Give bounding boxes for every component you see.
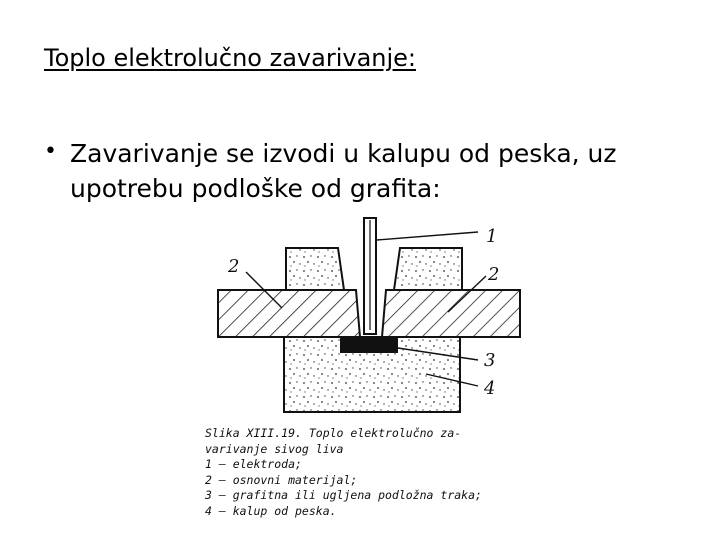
welding-diagram	[190, 212, 530, 422]
electrode	[364, 218, 376, 334]
label-graphite-strip: 3	[484, 350, 496, 371]
label-electrode: 1	[486, 226, 498, 247]
slide-title: Toplo elektrolučno zavarivanje:	[44, 44, 416, 72]
graphite-strip	[340, 337, 398, 353]
caption-line: Slika XIII.19. Toplo elektrolučno za-	[205, 426, 462, 440]
caption-line: 2 — osnovni materijal;	[205, 472, 358, 487]
bullet-symbol: •	[44, 139, 57, 164]
caption-line: 3 — grafitna ili ugljena podložna traka;	[205, 488, 482, 502]
figure-caption	[205, 426, 535, 519]
label-base-right: 2	[488, 264, 500, 285]
label-sand-mold: 4	[484, 378, 496, 399]
caption-line: 1 — elektroda;	[205, 457, 302, 471]
label-base-left: 2	[228, 256, 240, 277]
caption-line: varivanje sivog liva	[205, 441, 344, 456]
bullet-text: Zavarivanje se izvodi u kalupu od peska, uz upotrebu podloške od grafita:	[70, 139, 617, 203]
caption-line: 4 — kalup od peska.	[205, 503, 337, 518]
